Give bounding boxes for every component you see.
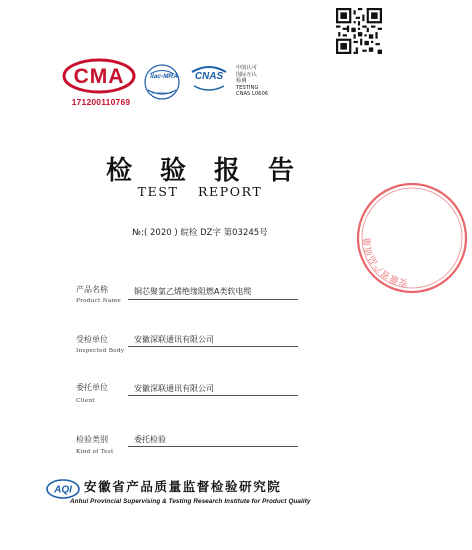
product-name-label: 产品名称 (76, 285, 108, 294)
cnas-info-line: 国际互认 (236, 71, 257, 78)
aqi-logo-text: AQI (54, 484, 72, 496)
client-underline (128, 395, 298, 396)
cnas-info-line: CNAS L0606 (236, 91, 269, 98)
report-number: №:( 2020 ) 皖检 DZ字 第03245号 (132, 228, 268, 238)
svg-text:安徽省产品质量 (358, 236, 412, 289)
product-name-value: 铜芯聚氯乙烯绝缘阻燃A类软电缆 (134, 287, 252, 296)
aqi-logo (46, 478, 80, 500)
report-title-english: TEST REPORT (137, 184, 263, 199)
product-name-underline (128, 299, 298, 300)
red-official-stamp (352, 178, 472, 298)
cnas-accreditation-info (236, 65, 296, 98)
cnas-logo-text: CNAS (194, 71, 224, 82)
cnas-info-line: 中国认可 (236, 65, 257, 71)
inspected-body-label-en: Inspected Body (76, 348, 125, 354)
qr-code (336, 8, 382, 54)
client-value: 安徽深联通讯有限公司 (134, 384, 214, 393)
cnas-info-line: 检测 (236, 78, 247, 85)
report-title-chinese: 检验报告 (105, 156, 322, 186)
kind-of-test-label-en: Kind of Test (76, 449, 114, 455)
institute-name-english: Anhui Provincial Supervising & Testing Research Institute for Product Quality (70, 498, 311, 505)
kind-of-test-label: 检验类别 (76, 435, 108, 444)
inspected-body-underline (128, 346, 298, 347)
kind-of-test-value: 委托检验 (134, 435, 166, 444)
inspected-body-value: 安徽深联通讯有限公司 (134, 335, 214, 344)
ilac-mra-logo (142, 62, 182, 102)
inspected-body-label: 受检单位 (76, 335, 108, 344)
ilac-mra-logo-text: ilac-MRA (150, 73, 178, 80)
client-label-en: Client (76, 398, 95, 404)
product-name-label-en: Product Name (76, 298, 121, 304)
cnas-info-line: TESTING (236, 84, 259, 91)
cma-certificate-number: 171200110769 (71, 97, 131, 107)
cma-logo-text: CMA (73, 65, 125, 88)
client-label: 委托单位 (76, 383, 108, 392)
institute-name-chinese: 安徽省产品质量监督检验研究院 (84, 479, 282, 494)
stamp-text: 安徽省产品质量 (362, 236, 409, 287)
kind-of-test-underline (128, 446, 298, 447)
cma-logo (62, 58, 136, 94)
